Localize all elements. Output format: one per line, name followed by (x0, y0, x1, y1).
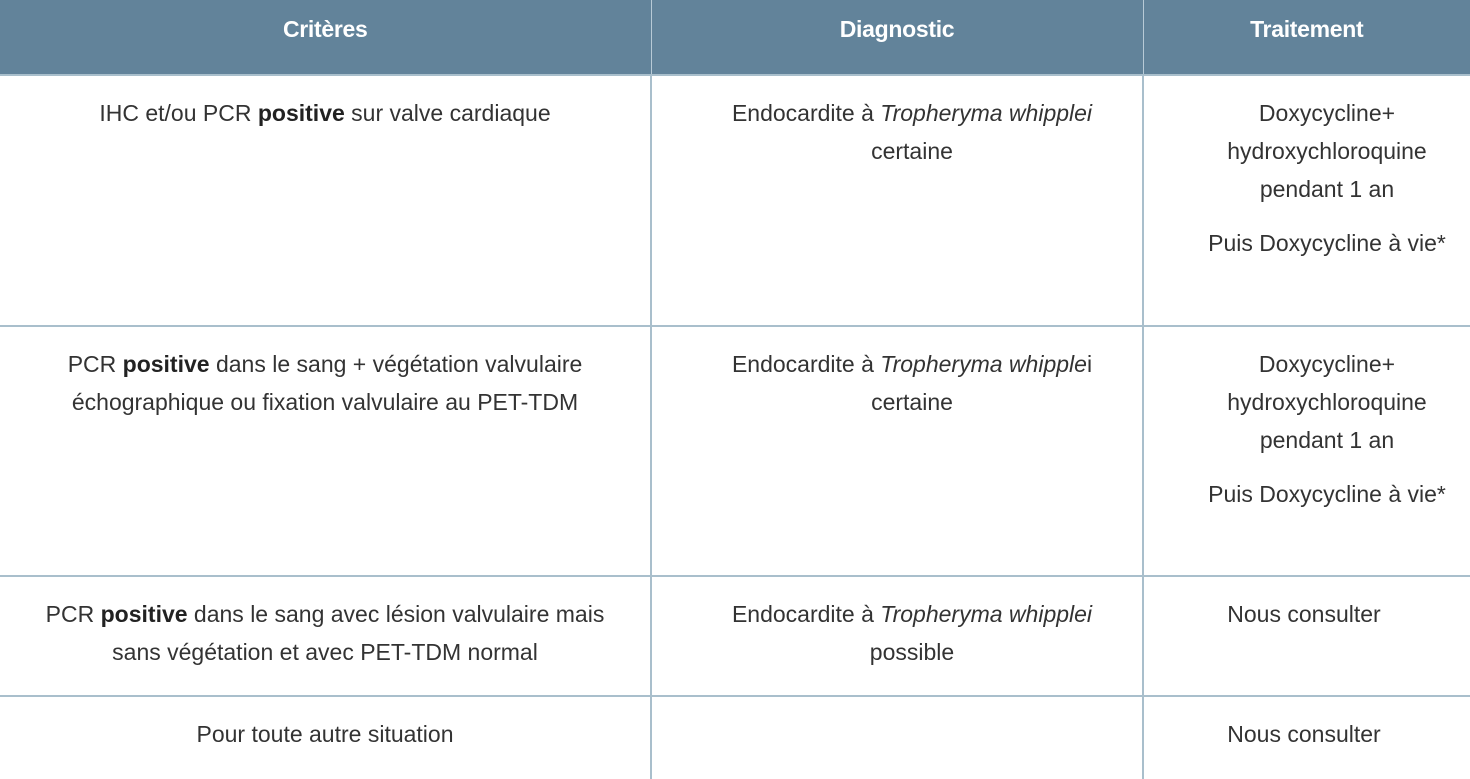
header-diagnosis (651, 0, 1143, 75)
treatment-primary: Nous consulter (1158, 715, 1450, 753)
diagnosis-suffix: i (1087, 351, 1092, 377)
header-treatment-label: Traitement (1144, 0, 1470, 43)
criteria-text: PCR (46, 601, 101, 627)
header-diagnosis-label: Diagnostic (652, 0, 1143, 43)
table-row (0, 696, 1470, 779)
treatment-followup: Puis Doxycycline à vie* (1204, 224, 1450, 262)
table-row (0, 576, 1470, 696)
diagnosis-text: Endocardite à (732, 351, 880, 377)
criteria-cell (0, 576, 651, 696)
criteria-cell (0, 696, 651, 779)
table-header (0, 0, 1470, 75)
diagnosis-cell (651, 75, 1143, 326)
diagnosis-cell (651, 326, 1143, 576)
table-row (0, 326, 1470, 576)
criteria-cell (0, 75, 651, 326)
criteria-text: PCR (68, 351, 123, 377)
table-row (0, 75, 1470, 326)
criteria-text-rest: dans le sang + végétation valvulaire échographique ou fixation valvulaire au PET-TDM (72, 351, 582, 415)
criteria-emphasis: positive (101, 601, 188, 627)
diagnosis-cell (651, 576, 1143, 696)
treatment-primary: Nous consulter (1158, 595, 1450, 633)
diagnosis-organism: Tropheryma whipple (880, 351, 1087, 377)
criteria-emphasis: positive (258, 100, 345, 126)
treatment-cell (1143, 326, 1470, 576)
treatment-followup: Puis Doxycycline à vie* (1204, 475, 1450, 513)
header-row (0, 0, 1470, 75)
diagnosis-cell (651, 696, 1143, 779)
header-criteria-label: Critères (0, 0, 651, 43)
diagnosis-organism: Tropheryma whipplei (880, 601, 1092, 627)
header-criteria (0, 0, 651, 75)
diagnosis-certainty: certaine (871, 389, 953, 415)
header-treatment (1143, 0, 1470, 75)
criteria-text: IHC et/ou PCR (99, 100, 258, 126)
treatment-primary: Doxycycline+ hydroxychloroquine pendant 1 an (1204, 345, 1450, 459)
diagnosis-organism: Tropheryma whipplei (880, 100, 1092, 126)
criteria-text: Pour toute autre situation (197, 721, 454, 747)
criteria-cell (0, 326, 651, 576)
diagnosis-text: Endocardite à (732, 601, 880, 627)
criteria-text-rest: sur valve cardiaque (345, 100, 551, 126)
treatment-cell (1143, 576, 1470, 696)
treatment-cell (1143, 75, 1470, 326)
treatment-primary: Doxycycline+ hydroxychloroquine pendant 1 an (1204, 94, 1450, 208)
criteria-text-rest: dans le sang avec lésion valvulaire mais sans végétation et avec PET-TDM normal (112, 601, 604, 665)
table-body (0, 75, 1470, 779)
diagnosis-certainty: certaine (871, 138, 953, 164)
treatment-cell (1143, 696, 1470, 779)
diagnosis-text: Endocardite à (732, 100, 880, 126)
criteria-emphasis: positive (123, 351, 210, 377)
diagnosis-certainty: possible (870, 639, 954, 665)
